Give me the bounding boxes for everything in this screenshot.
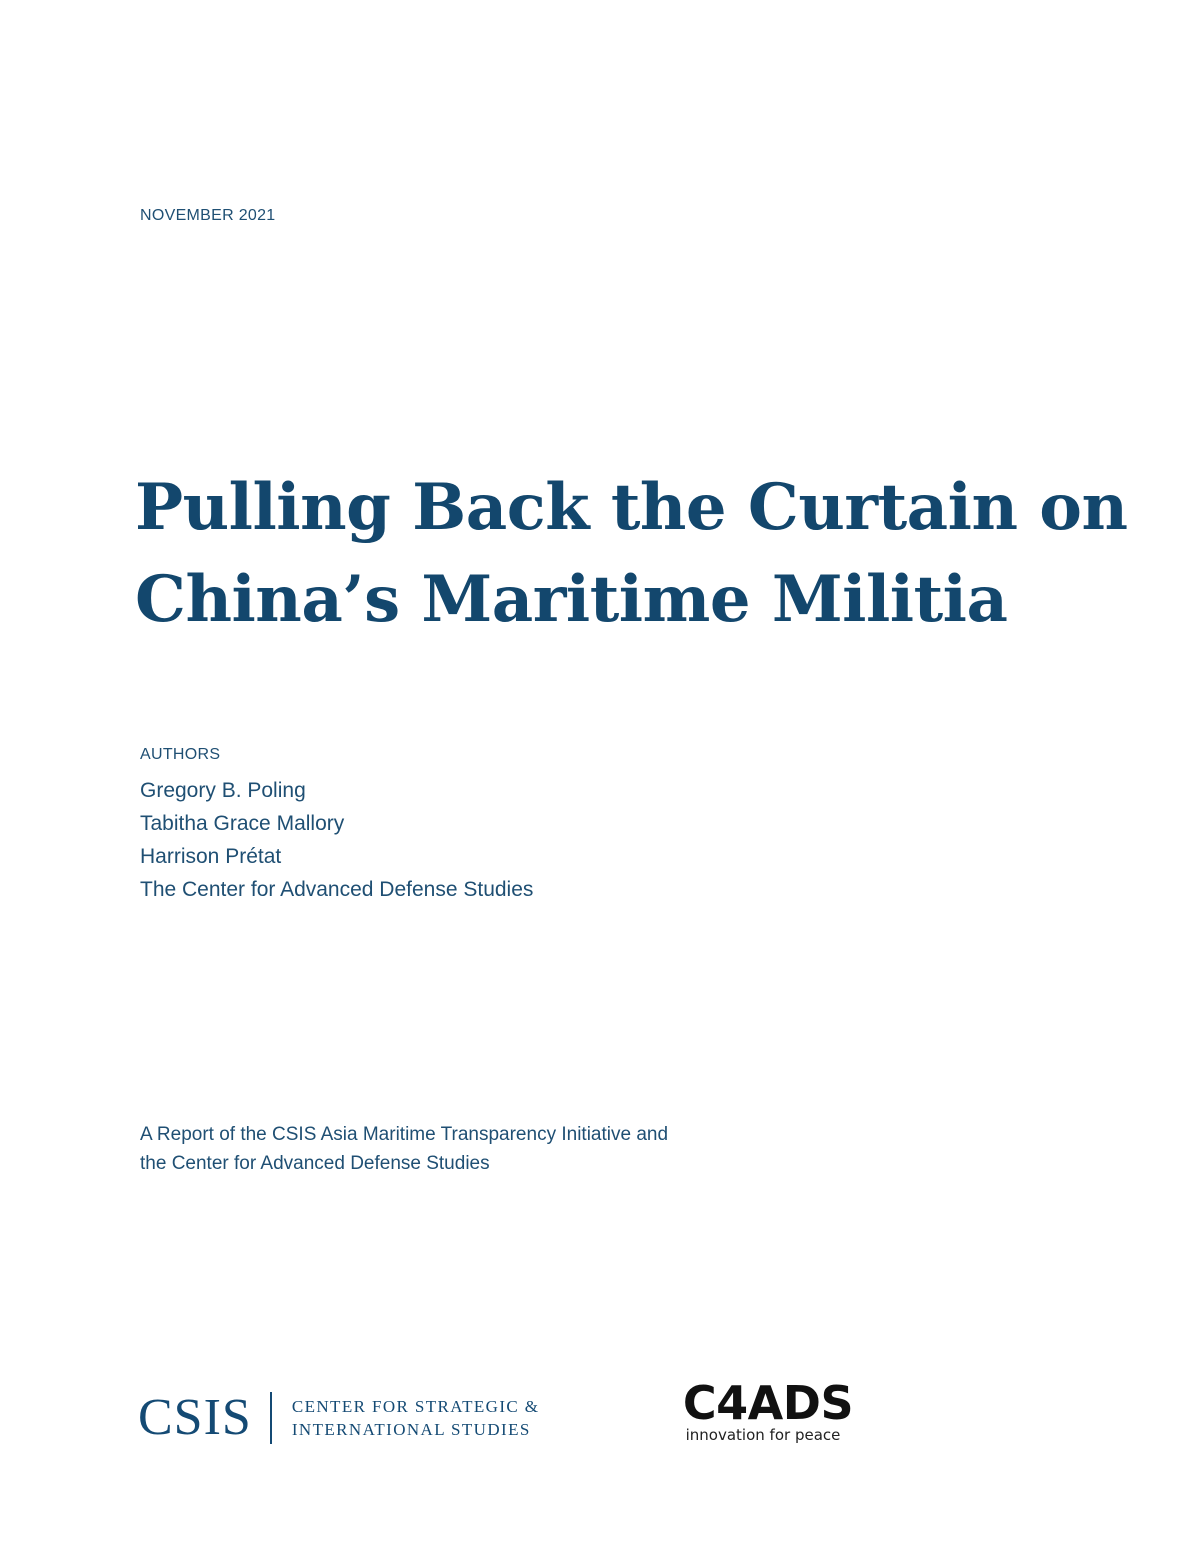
title-line-2: China’s Maritime Militia xyxy=(135,562,1008,637)
report-description-line-2: the Center for Advanced Defense Studies xyxy=(140,1153,490,1174)
csis-wordmark: CSIS xyxy=(138,1389,252,1446)
csis-full-name-line-1: CENTER FOR STRATEGIC & xyxy=(291,1397,540,1416)
c4ads-logo xyxy=(668,1378,868,1444)
title-line-1: Pulling Back the Curtain on xyxy=(135,470,1128,545)
report-date: NOVEMBER 2021 xyxy=(140,207,276,224)
report-description-line-1: A Report of the CSIS Asia Maritime Transparency Initiative and xyxy=(140,1124,669,1145)
authors-list xyxy=(140,774,533,906)
author-name: Harrison Prétat xyxy=(140,845,282,868)
author-name: The Center for Advanced Defense Studies xyxy=(140,878,534,901)
c4ads-tagline: innovation for peace xyxy=(685,1426,841,1444)
c4ads-wordmark: C4ADS xyxy=(682,1376,854,1430)
csis-logo xyxy=(138,1388,539,1448)
csis-full-name xyxy=(292,1395,540,1441)
authors-label: AUTHORS xyxy=(140,746,221,763)
report-title xyxy=(135,462,1128,646)
author-name: Tabitha Grace Mallory xyxy=(140,812,345,835)
csis-full-name-line-2: INTERNATIONAL STUDIES xyxy=(291,1420,531,1439)
author-name: Gregory B. Poling xyxy=(140,779,306,802)
report-description xyxy=(140,1120,760,1178)
authors-block xyxy=(140,746,533,906)
csis-logo-divider xyxy=(270,1392,272,1444)
